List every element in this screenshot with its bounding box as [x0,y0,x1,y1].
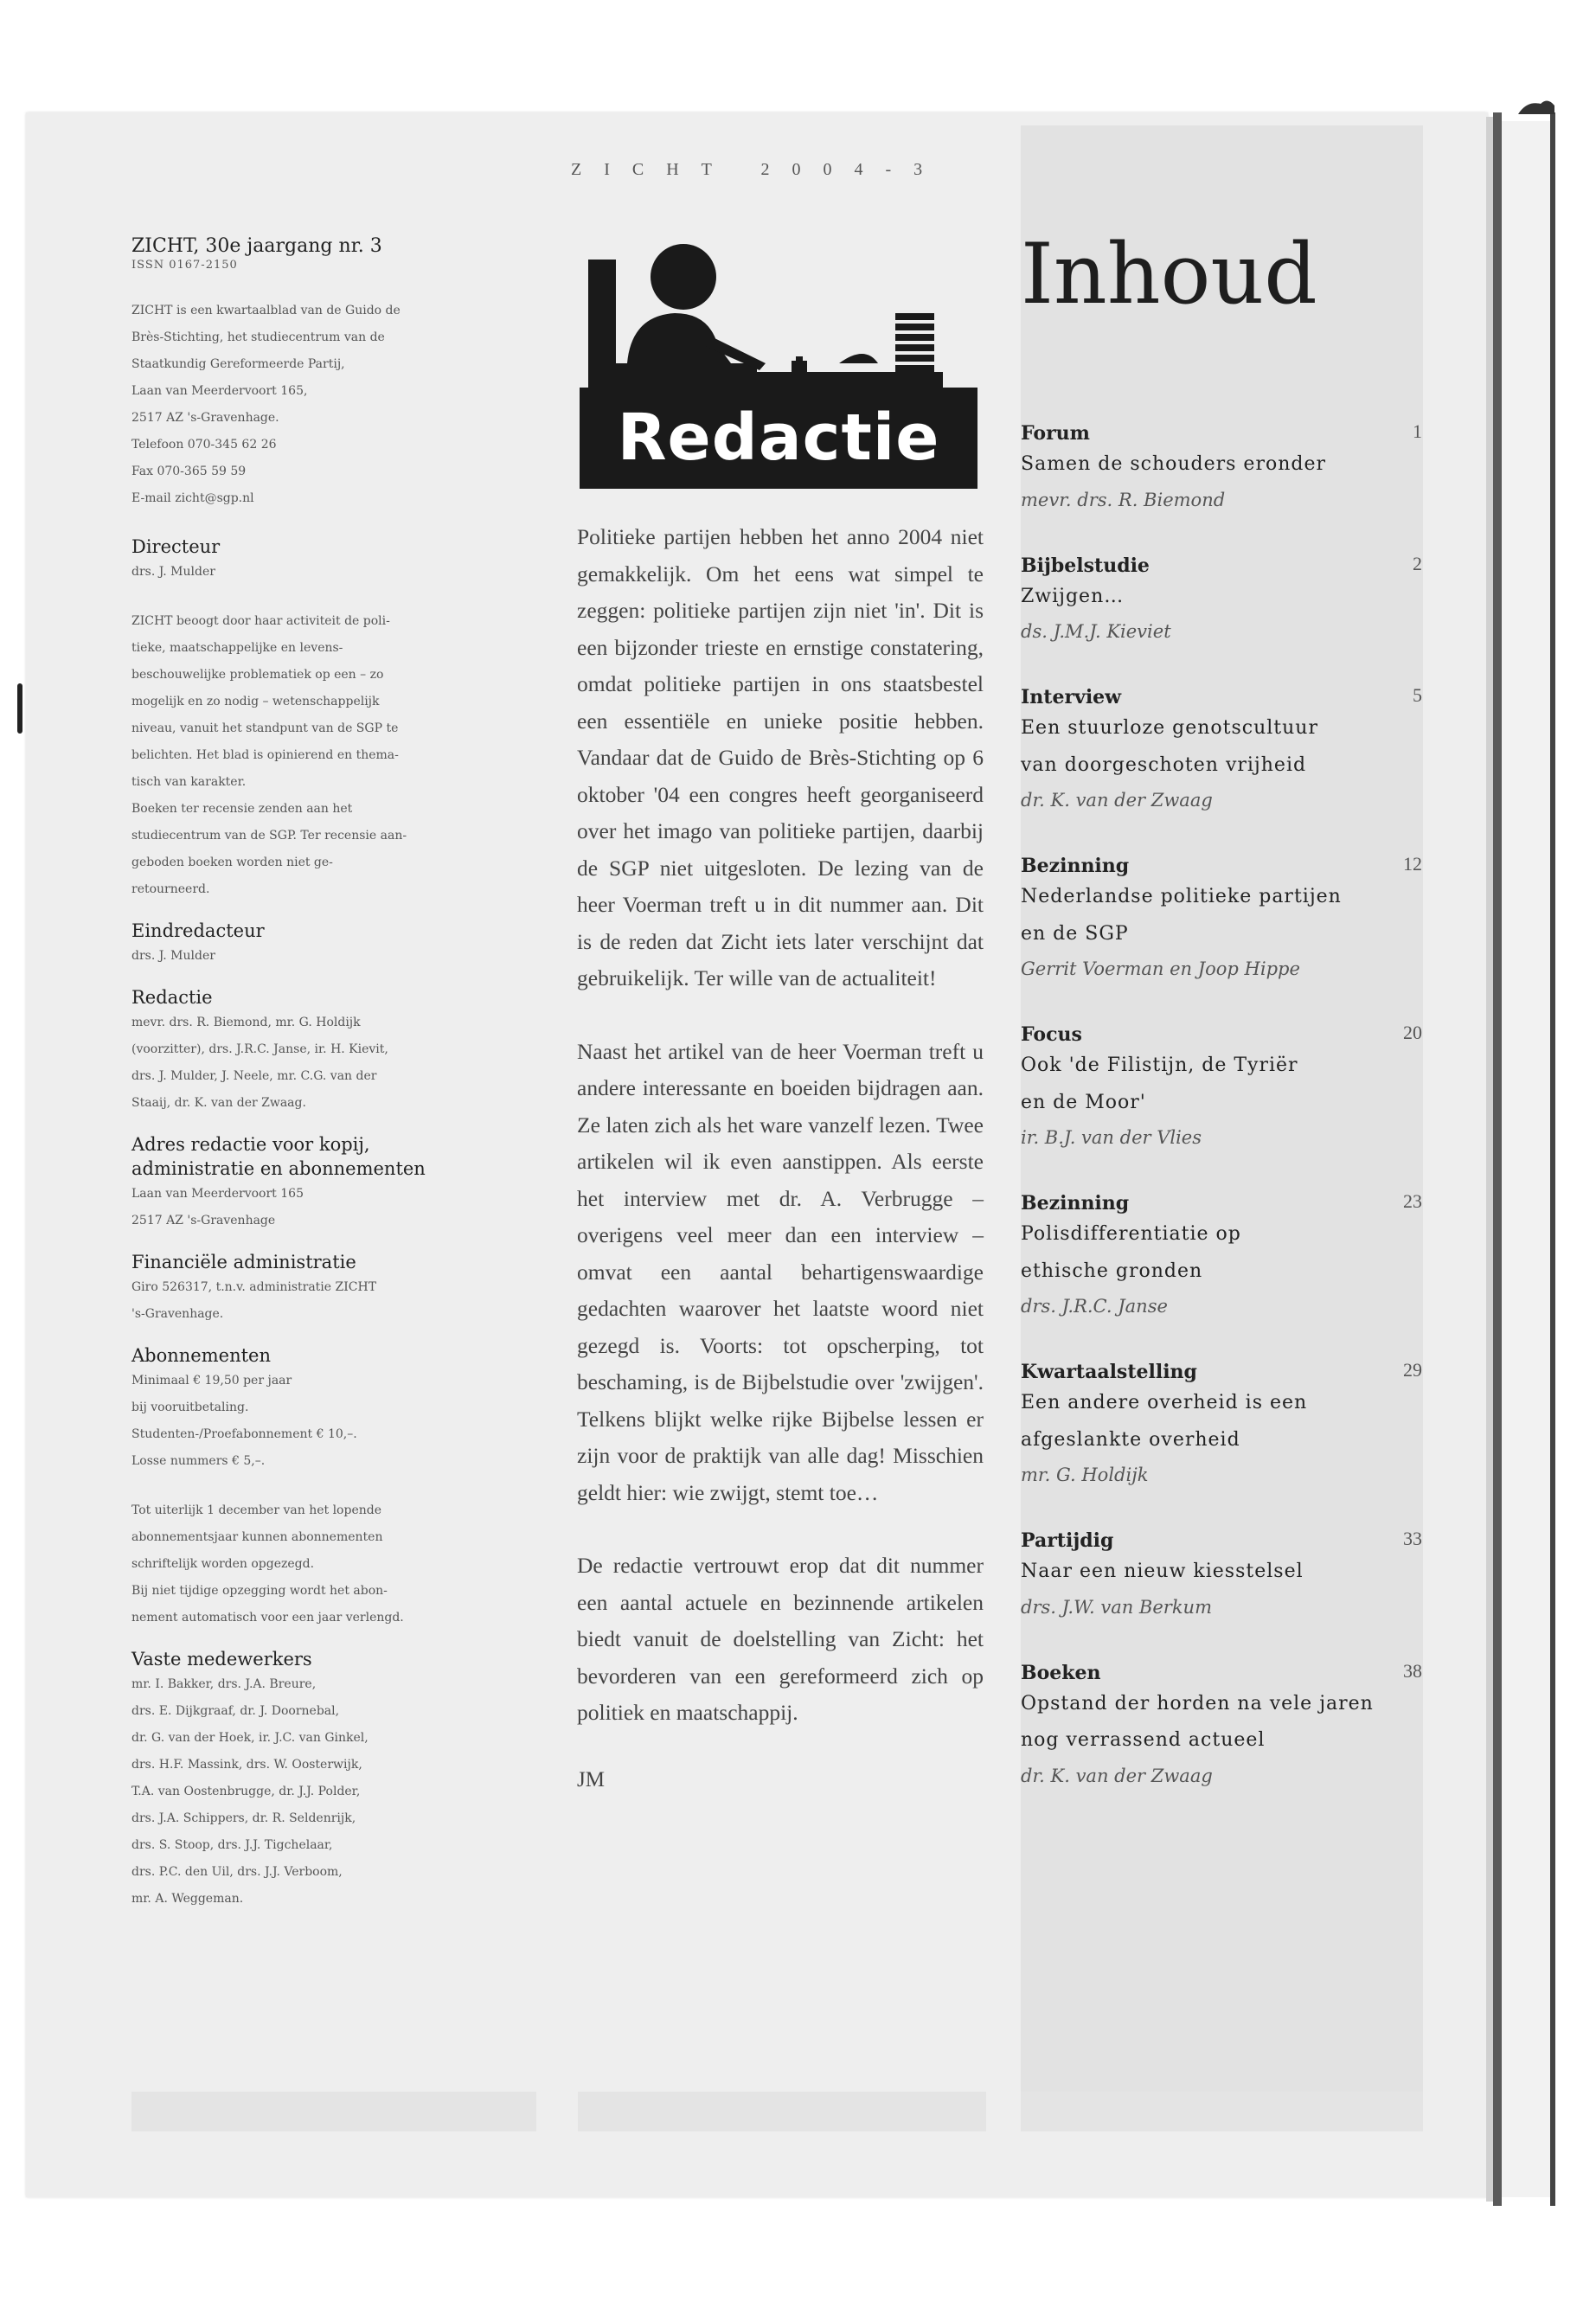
binding-mark [17,683,22,734]
directeur-heading: Directeur [131,536,221,557]
toc-item-bezinning-partijen[interactable]: Bezinning 12 Nederlandse politieke partijen en de SGP Gerrit Voerman en Joop Hippe [1021,853,1422,979]
table-of-contents [1021,420,1427,1829]
toc-item-partijdig[interactable]: Partijdig 33 Naar een nieuw kiesstelsel drs. J.W. van Berkum [1021,1528,1422,1618]
abonnementen-heading: Abonnementen [131,1345,271,1366]
redactie-logo [580,234,977,489]
medewerkers-list: mr. I. Bakker, drs. J.A. Breure, drs. E. Dijkgraaf, dr. J. Doornebal, dr. G. van der Hoek, ir. J.C. van Ginkel, drs. H.F. Massink, drs. W. Oosterwijk, T.A. van Oostenbrugge, dr. J.J. Polder, drs. J.A. Schippers, dr. R. Seldenrijk, drs. S. Stoop, drs. J.J. Tigchelaar, drs. P.C. den Uil, drs. J.J. Verboom, mr. A. Weggeman. [131,1677,369,1906]
eindredacteur-name: drs. J. Mulder [131,949,215,963]
toc-item-focus[interactable]: Focus 20 Ook 'de Filistijn, de Tyriër en de Moor' ir. B.J. van der Vlies [1021,1022,1422,1148]
toc-item-bijbelstudie[interactable]: Bijbelstudie 2 Zwijgen… ds. J.M.J. Kieviet [1021,552,1422,642]
toc-item-boeken[interactable]: Boeken 38 Opstand der horden na vele jaren nog verrassend actueel dr. K. van der Zwaag [1021,1659,1422,1786]
running-header: ZICHT 2004-3 [571,160,945,179]
spine-edge-dark [1550,112,1555,2206]
editorial-article [577,519,984,1792]
financieel-heading: Financiële administratie [131,1252,356,1272]
footer-bar-middle [578,2092,986,2131]
medewerkers-heading: Vaste medewerkers [131,1649,312,1670]
toc-item-kwartaalstelling[interactable]: Kwartaalstelling 29 Een andere overheid is een afgeslankte overheid mr. G. Holdijk [1021,1359,1422,1485]
eindredacteur-heading: Eindredacteur [131,920,265,941]
toc-item-forum[interactable]: Forum 1 Samen de schouders eronder mevr. drs. R. Biemond [1021,420,1422,510]
article-paragraph: Naast het artikel van de heer Voerman treft u andere interessante en boeiden bijdragen aan. Ze laten zich als het ware vanzelf lezen. Twee artikelen wil ik even aanstippen. Als eerste het interview met dr. A. Verbrugge – overigens veel meer dan een interview – omvat een aantal behartigenswaardige gedachten waarover het laatste woord niet gezegd is. Voorts: tot opscherping, tot beschaming, is de Bijbelstudie over 'zwijgen'. Telkens blijkt welke rijke Bijbelse lessen er zijn voor de praktijk van alle dag! Misschien geldt hier: wie zwijgt, stemt toe… [577,1038,984,1505]
colophon-title: ZICHT, 30e jaargang nr. 3 [131,235,382,257]
opzegging-info: Tot uiterlijk 1 december van het lopende abonnementsjaar kunnen abonnementen schriftelijk worden opgezegd. Bij niet tijdige opzegging wordt het abon- nement automatisch voor een jaar verlengd. [131,1503,404,1625]
adres-heading: Adres redactie voor kopij, administratie en abonnementen [131,1134,426,1179]
toc-title: Inhoud [1021,226,1317,323]
publisher-info: ZICHT is een kwartaalblad van de Guido de Brès-Stichting, het studiecentrum van de Staatkundig Gereformeerde Partij, Laan van Meerdervoort 165, 2517 AZ 's-Gravenhage. Telefoon 070-345 62 26 Fax 070-365 59 59 E-mail zicht@sgp.nl [131,304,401,505]
issn: ISSN 0167-2150 [131,259,238,272]
toc-item-interview[interactable]: Interview 5 Een stuurloze genotscultuur van doorgeschoten vrijheid dr. K. van der Zwaag [1021,684,1422,811]
adres: Laan van Meerdervoort 165 2517 AZ 's-Gravenhage [131,1187,304,1227]
spine-edge [1493,112,1502,2206]
colophon [131,235,473,1913]
toc-item-bezinning-polis[interactable]: Bezinning 23 Polisdifferentiatie op ethische gronden drs. J.R.C. Janse [1021,1190,1422,1317]
redactie-logo-text: Redactie [580,388,977,489]
article-paragraph: Politieke partijen hebben het anno 2004 niet gemakkelijk. Om het eens wat simpel te zeggen: politieke partijen zijn niet 'in'. Dit is een bijzonder trieste en ernstige constatering, omdat politieke partijen in ons staatsbestel een essentiële en unieke positie hebben. Vandaar dat de Guido de Brès-Stichting op 6 oktober '04 een congres heeft georganiseerd over het imago van politieke partijen, daarbij de SGP niet uitgesloten. De lezing van de heer Voerman treft u in dit nummer aan. Dit is de reden dat Zicht iets later verschijnt dat gebruikelijk. Ter wille van de actualiteit! [577,524,984,990]
financieel-info: Giro 526317, t.n.v. administratie ZICHT 's-Gravenhage. [131,1280,377,1321]
redactie-members: mevr. drs. R. Biemond, mr. G. Holdijk (voorzitter), drs. J.R.C. Janse, ir. H. Kievit, drs. J. Mulder, J. Neele, mr. C.G. van der Staaij, dr. K. van der Zwaag. [131,1016,388,1110]
directeur-name: drs. J. Mulder [131,565,215,579]
footer-bar-left [131,2092,536,2131]
next-page-edge [1502,121,1554,2197]
corner-curl-icon [1518,97,1554,114]
editor-at-desk-icon [580,234,977,389]
abonnementen-info: Minimaal € 19,50 per jaar bij vooruitbetaling. Studenten-/Proefabonnement € 10,–. Losse nummers € 5,–. [131,1374,357,1468]
article-signature: JM [577,1767,605,1791]
article-paragraph: De redactie vertrouwt erop dat dit nummer een aantal actuele en bezinnende artikelen biedt vanuit de doelstelling van Zicht: het bevorderen van een gereformeerd zich op politiek en maatschappij. [577,1553,984,1725]
footer-bar-right [1021,2092,1423,2131]
redactie-heading: Redactie [131,987,213,1008]
aim-statement: ZICHT beoogt door haar activiteit de poli- tieke, maatschappelijke en levens- beschouwelijke problematiek op een – zo mogelijk en zo nodig – wetenschappelijk niveau, vanuit het standpunt van de SGP te belichten. Het blad is opinierend en thema- tisch van karakter. Boeken ter recensie zenden aan het studiecentrum van de SGP. Ter recensie aan- geboden boeken worden niet ge- retourneerd. [131,614,407,896]
